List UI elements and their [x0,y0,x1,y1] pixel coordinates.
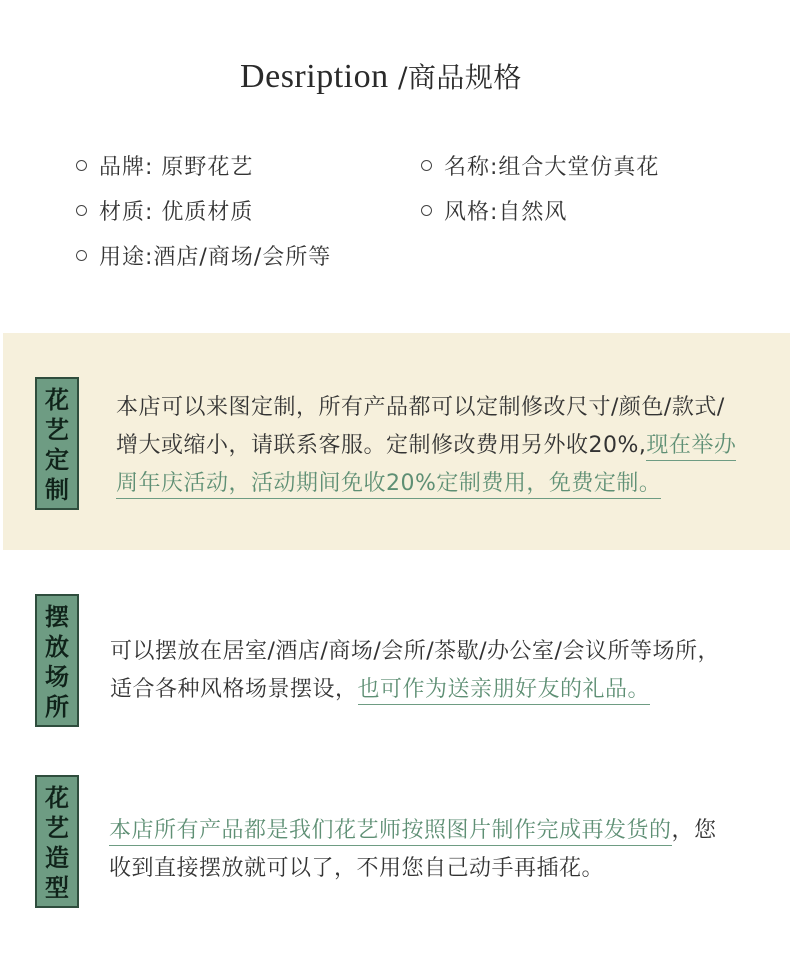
tag-char: 花 [45,386,69,414]
design-line-1-plain: ，您 [671,818,717,843]
tag-char: 放 [45,633,69,661]
tag-custom [35,377,79,510]
bullet-circle-icon [421,160,432,171]
tag-char: 艺 [45,416,69,444]
tag-char: 型 [45,874,69,902]
tag-char: 造 [45,844,69,872]
custom-line-2-highlight: 现在举办 [646,433,736,461]
spec-style-text: 风格:自然风 [444,200,568,225]
spec-brand [76,150,253,181]
tag-placement [35,594,79,727]
design-line-1 [109,812,717,850]
spec-name-text: 名称:组合大堂仿真花 [444,155,660,180]
custom-line-3 [116,465,736,503]
placement-line-2-highlight: 也可作为送亲朋好友的礼品。 [358,677,651,705]
design-description [109,812,717,888]
spec-material-text: 材质: 优质材质 [99,200,254,225]
tag-char: 花 [45,784,69,812]
custom-line-3-highlight: 周年庆活动，活动期间免收20%定制费用，免费定制。 [116,471,661,499]
design-line-2: 收到直接摆放就可以了，不用您自己动手再插花。 [109,856,605,881]
tag-char: 制 [45,476,69,504]
spec-material [76,195,253,226]
spec-name [421,150,659,181]
spec-usage [76,240,331,271]
custom-line-1: 本店可以来图定制，所有产品都可以定制修改尺寸/颜色/款式/ [116,395,725,420]
bullet-circle-icon [76,205,87,216]
title-english: Desription [240,58,389,95]
tag-design [35,775,79,908]
placement-line-2-plain: 适合各种风格场景摆设， [110,677,358,702]
placement-line-1: 可以摆放在居室/酒店/商场/会所/茶歇/办公室/会议所等场所， [110,639,720,664]
tag-char: 摆 [45,603,69,631]
bullet-circle-icon [421,205,432,216]
custom-line-2-plain: 增大或缩小，请联系客服。定制修改费用另外收20%, [116,433,647,458]
title-chinese: /商品规格 [388,61,522,94]
tag-char: 场 [45,663,69,691]
custom-line-2 [116,427,736,465]
spec-style [421,195,567,226]
placement-description [110,633,720,709]
tag-char: 定 [45,446,69,474]
placement-line-2 [110,671,720,709]
custom-description [116,389,736,503]
page-title [0,56,762,96]
tag-char: 所 [45,693,69,721]
tag-char: 艺 [45,814,69,842]
bullet-circle-icon [76,250,87,261]
design-line-1-highlight: 本店所有产品都是我们花艺师按照图片制作完成再发货的 [109,818,672,846]
spec-usage-text: 用途:酒店/商场/会所等 [99,245,332,270]
bullet-circle-icon [76,160,87,171]
spec-brand-text: 品牌: 原野花艺 [99,155,254,180]
